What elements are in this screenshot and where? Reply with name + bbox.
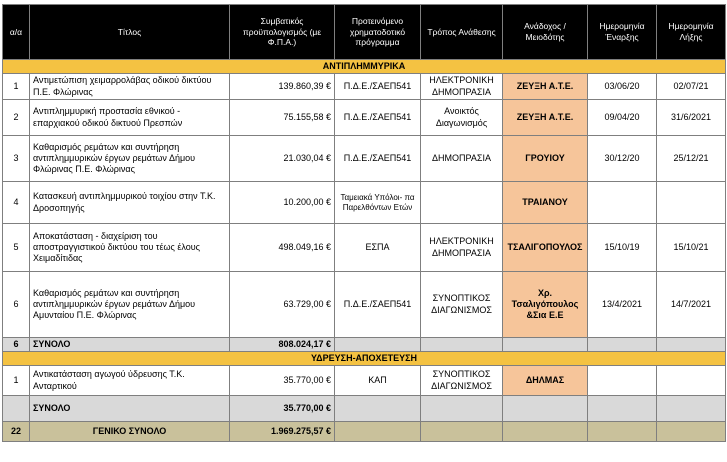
row-contractor: ΖΕΥΞΗ Α.Τ.Ε.: [503, 100, 588, 136]
row-contractor: ΔΗΛΜΑΣ: [503, 366, 588, 396]
row-program: ΚΑΠ: [335, 366, 421, 396]
table-row: [3, 366, 726, 396]
table-row: [3, 182, 726, 224]
row-contractor: ΤΣΑΛΙΓΟΠΟΥΛΟΣ: [503, 224, 588, 272]
header-budget: Συμβατικός προϋπολογισμός (με Φ.Π.Α.): [230, 5, 335, 60]
empty-cell: [421, 396, 503, 422]
row-aa: 6: [3, 272, 30, 338]
row-end: [657, 366, 726, 396]
row-method: ΗΛΕΚΤΡΟΝΙΚΗ ΔΗΜΟΠΡΑΣΙΑ: [421, 224, 503, 272]
row-contractor: ΤΡΑΙΑΝΟΥ: [503, 182, 588, 224]
row-program: ΕΣΠΑ: [335, 224, 421, 272]
header-start: Ημερομηνία Έναρξης: [588, 5, 657, 60]
table-row: [3, 100, 726, 136]
empty-cell: [503, 396, 588, 422]
row-start: [588, 366, 657, 396]
row-method: ΣΥΝΟΠΤΙΚΟΣ ΔΙΑΓΩΝΙΣΜΟΣ: [421, 272, 503, 338]
grand-total-budget: 1.969.275,57 €: [230, 422, 335, 442]
row-method: [421, 182, 503, 224]
row-budget: 35.770,00 €: [230, 366, 335, 396]
row-end: 14/7/2021: [657, 272, 726, 338]
total-label: ΣΥΝΟΛΟ: [30, 338, 230, 352]
section-title: ΥΔΡΕΥΣΗ-ΑΠΟΧΕΤΕΥΣΗ: [3, 352, 726, 366]
row-method: Ανοικτός Διαγωνισμός: [421, 100, 503, 136]
row-start: 03/06/20: [588, 74, 657, 100]
row-budget: 63.729,00 €: [230, 272, 335, 338]
row-aa: 5: [3, 224, 30, 272]
row-method: ΣΥΝΟΠΤΙΚΟΣ ΔΙΑΓΩΝΙΣΜΟΣ: [421, 366, 503, 396]
row-method: ΗΛΕΚΤΡΟΝΙΚΗ ΔΗΜΟΠΡΑΣΙΑ: [421, 74, 503, 100]
row-aa: 1: [3, 366, 30, 396]
empty-cell: [657, 396, 726, 422]
row-method: ΔΗΜΟΠΡΑΣΙΑ: [421, 136, 503, 182]
row-budget: 498.049,16 €: [230, 224, 335, 272]
row-title: Αντιμετώπιση χειμαρρολάβας οδικού δικτύου Π.Ε. Φλώρινας: [30, 74, 230, 100]
row-start: 13/4/2021: [588, 272, 657, 338]
header-method: Τρόπος Ανάθεσης: [421, 5, 503, 60]
empty-cell: [588, 396, 657, 422]
header-program: Προτεινόμενο χρηματοδοτικό πρόγραμμα: [335, 5, 421, 60]
header-aa: α/α: [3, 5, 30, 60]
row-contractor: ΖΕΥΞΗ Α.Τ.Ε.: [503, 74, 588, 100]
row-end: 15/10/21: [657, 224, 726, 272]
row-program: Π.Δ.Ε./ΣΑΕΠ541: [335, 272, 421, 338]
row-aa: 3: [3, 136, 30, 182]
row-end: 31/6/2021: [657, 100, 726, 136]
row-program: Π.Δ.Ε./ΣΑΕΠ541: [335, 100, 421, 136]
empty-cell: [335, 396, 421, 422]
row-start: 15/10/19: [588, 224, 657, 272]
row-end: 02/07/21: [657, 74, 726, 100]
header-row: [3, 5, 726, 60]
row-end: 25/12/21: [657, 136, 726, 182]
row-start: 30/12/20: [588, 136, 657, 182]
row-program: Π.Δ.Ε./ΣΑΕΠ541: [335, 136, 421, 182]
total-budget: 808.024,17 €: [230, 338, 335, 352]
section-total-row: [3, 338, 726, 352]
row-budget: 139.860,39 €: [230, 74, 335, 100]
header-title: Τίτλος: [30, 5, 230, 60]
grand-total-count: 22: [3, 422, 30, 442]
table-row: [3, 74, 726, 100]
table-row: [3, 224, 726, 272]
row-budget: 21.030,04 €: [230, 136, 335, 182]
row-title: Καθαρισμός ρεμάτων και συντήρηση αντιπλημμυρικών έργων ρεμάτων Δήμου Φλώρινας Π.Ε. Φλώρινας: [30, 136, 230, 182]
total-label: ΣΥΝΟΛΟ: [30, 396, 230, 422]
empty-cell: [588, 338, 657, 352]
table-row: [3, 136, 726, 182]
row-aa: 1: [3, 74, 30, 100]
empty-cell: [335, 422, 421, 442]
row-start: 09/04/20: [588, 100, 657, 136]
row-budget: 75.155,58 €: [230, 100, 335, 136]
header-contractor: Ανάδοχος / Μειοδότης: [503, 5, 588, 60]
row-aa: 4: [3, 182, 30, 224]
row-budget: 10.200,00 €: [230, 182, 335, 224]
empty-cell: [421, 422, 503, 442]
row-title: Αντιπλημμυρική προστασία εθνικού - επαρχιακού οδικού δικτυού Πρεσπών: [30, 100, 230, 136]
grand-total-row: [3, 422, 726, 442]
row-title: Κατασκευή αντιπλημμυρικού τοιχίου στην Τ.Κ. Δροσοπηγής: [30, 182, 230, 224]
empty-cell: [503, 338, 588, 352]
row-start: [588, 182, 657, 224]
row-program: Ταμειακά Υπόλοι- πα Παρελθόντων Ετών: [335, 182, 421, 224]
table-row: [3, 272, 726, 338]
row-end: [657, 182, 726, 224]
empty-cell: [421, 338, 503, 352]
total-budget: 35.770,00 €: [230, 396, 335, 422]
row-program: Π.Δ.Ε./ΣΑΕΠ541: [335, 74, 421, 100]
header-end: Ημερομηνία Λήξης: [657, 5, 726, 60]
empty-cell: [503, 422, 588, 442]
empty-cell: [657, 338, 726, 352]
grand-total-label: ΓΕΝΙΚΟ ΣΥΝΟΛΟ: [30, 422, 230, 442]
projects-table: [2, 4, 726, 442]
empty-cell: [657, 422, 726, 442]
row-title: Αντικατάσταση αγωγού ύδρευσης Τ.Κ. Ανταρτικού: [30, 366, 230, 396]
total-count: [3, 396, 30, 422]
section-title: ΑΝΤΙΠΛΗΜΜΥΡΙΚΑ: [3, 60, 726, 74]
row-contractor: ΓΡΟΥΙΟΥ: [503, 136, 588, 182]
section-total-row: [3, 396, 726, 422]
section-header-row: [3, 352, 726, 366]
section-header-row: [3, 60, 726, 74]
empty-cell: [335, 338, 421, 352]
empty-cell: [588, 422, 657, 442]
row-aa: 2: [3, 100, 30, 136]
total-count: 6: [3, 338, 30, 352]
row-title: Αποκατάσταση - διαχείριση του αποστραγγιστικού δικτύου του τέως έλους Χειμαδίτιδας: [30, 224, 230, 272]
row-contractor: Χρ. Τσαλιγόπουλος &Σια Ε.Ε: [503, 272, 588, 338]
row-title: Καθαρισμός ρεμάτων και συντήρηση αντιπλημμυρικών έργων ρεμάτων Δήμου Αμυνταίου Π.Ε. Φλώρινας: [30, 272, 230, 338]
